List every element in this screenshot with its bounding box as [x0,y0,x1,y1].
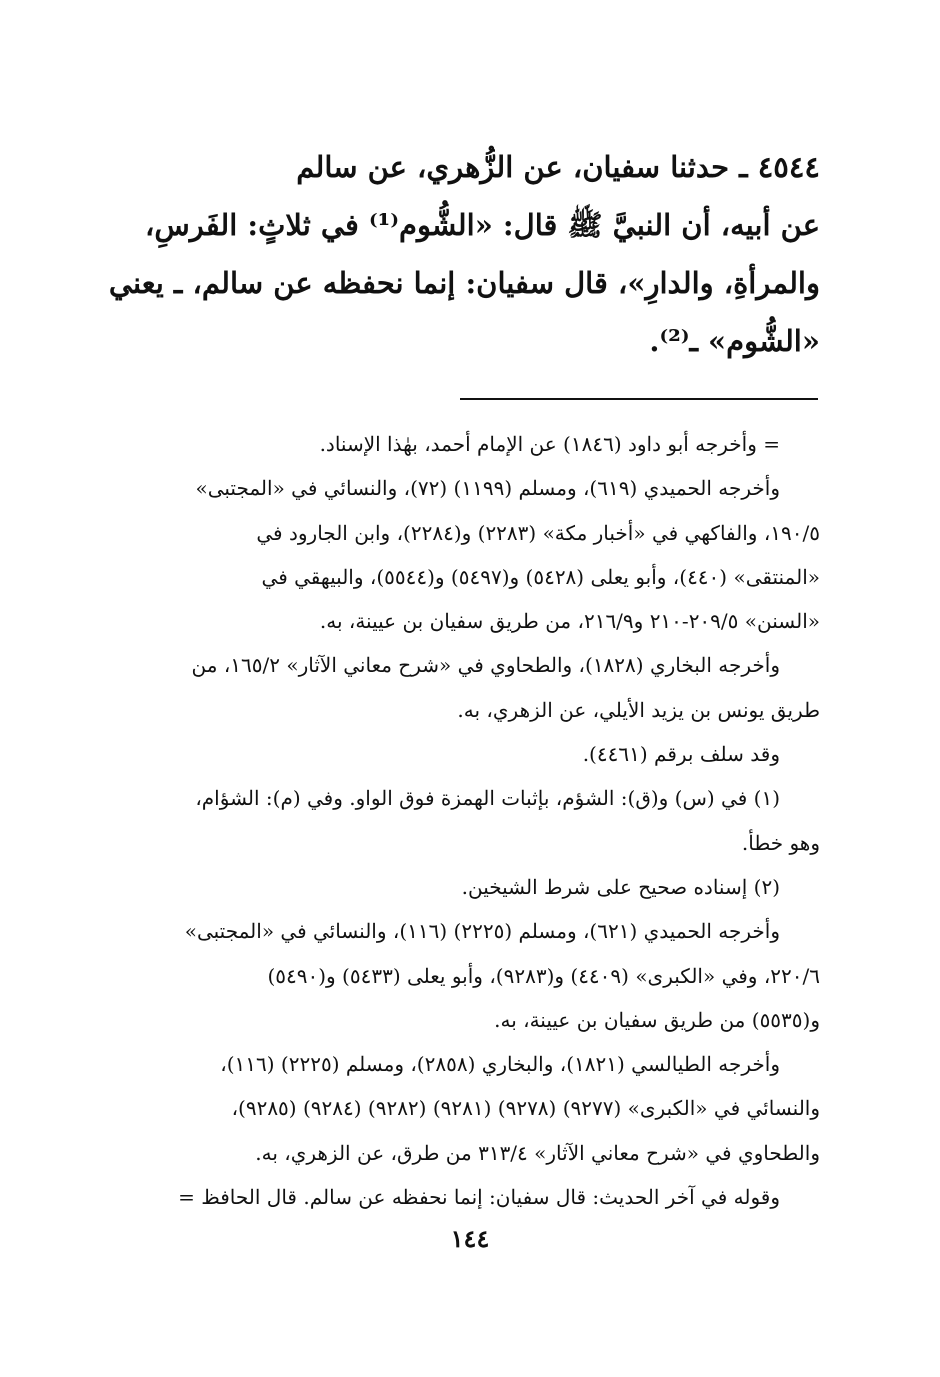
footnote-line: وأخرجه الحميدي (٦١٩)، ومسلم (١١٩٩) (٧٢)، والنسائي في «المجتبى» [195,476,780,501]
footnote-line: = وأخرجه أبو داود (١٨٤٦) عن الإمام أحمد، بهٰذا الإسناد. [319,432,780,456]
footnote-line: وأخرجه البخاري (١٨٢٨)، والطحاوي في «شرح معاني الآثار» ١٦٥/٢، من [191,653,780,678]
footnote-line: «المنتقى» (٤٤٠)، وأبو يعلى (٥٤٢٨) و(٥٤٩٧) و(٥٥٤٤)، والبيهقي في [261,564,820,589]
footnote-line: (٢) إسناده صحيح على شرط الشيخين. [461,874,780,899]
footnote-line: والطحاوي في «شرح معاني الآثار» ٣١٣/٤ من طرق، عن الزهري، به. [255,1140,820,1165]
footnote-line: والنسائي في «الكبرى» (٩٢٧٧) (٩٢٧٨) (٩٢٨١) (٩٢٨٢) (٩٢٨٤) (٩٢٨٥)، [231,1096,820,1121]
hadith-line: ٤٥٤٤ ـ حدثنا سفيان، عن الزُّهري، عن سالم [296,150,820,184]
hadith-text [110,138,820,370]
footnote-line: «السنن» ٢٠٩/٥-٢١٠ و٢١٦/٩، من طريق سفيان بن عيينة، به. [319,609,820,634]
footnote-line: ١٩٠/٥، والفاكهي في «أخبار مكة» (٢٢٨٣) و(٢٢٨٤)، وابن الجارود في [256,520,820,545]
footnote-line: وهو خطأ. [741,830,820,855]
footnote-line: وقد سلف برقم (٤٤٦١). [582,742,780,767]
footnote-line: و(٥٥٣٥) من طريق سفيان بن عيينة، به. [494,1007,820,1032]
footnote-line: (١) في (س) و(ق): الشؤم، بإثبات الهمزة فوق الواو. وفي (م): الشؤام، [195,786,780,811]
footnotes [110,422,820,1219]
footnote-line: وأخرجه الطيالسي (١٨٢١)، والبخاري (٢٨٥٨)، ومسلم (٢٢٢٥) (١١٦)، [220,1052,780,1077]
footnote-line: وأخرجه الحميدي (٦٢١)، ومسلم (٢٢٢٥) (١١٦)، والنسائي في «المجتبى» [184,919,780,944]
hadith-line: «الشُّوم» ـ⁽²⁾. [649,324,820,358]
footnote-line: وقوله في آخر الحديث: قال سفيان: إنما نحفظه عن سالم. قال الحافظ = [178,1185,780,1210]
footnote-line: طريق يونس بن يزيد الأيلي، عن الزهري، به. [457,697,820,722]
footnote-separator [460,398,818,400]
footnote-line: ٢٢٠/٦، وفي «الكبرى» (٤٤٠٩) و(٩٢٨٣)، وأبو يعلى (٥٤٣٣) و(٥٤٩٠) [267,963,820,988]
hadith-line: عن أبيه، أن النبيَّ ﷺ قال: «الشُّوم⁽¹⁾ في ثلاثٍ: الفَرسِ، [144,208,820,242]
page-number: ١٤٤ [450,1224,490,1253]
hadith-line: والمرأةِ، والدارِ»، قال سفيان: إنما نحفظه عن سالم، ـ يعني [108,266,820,300]
